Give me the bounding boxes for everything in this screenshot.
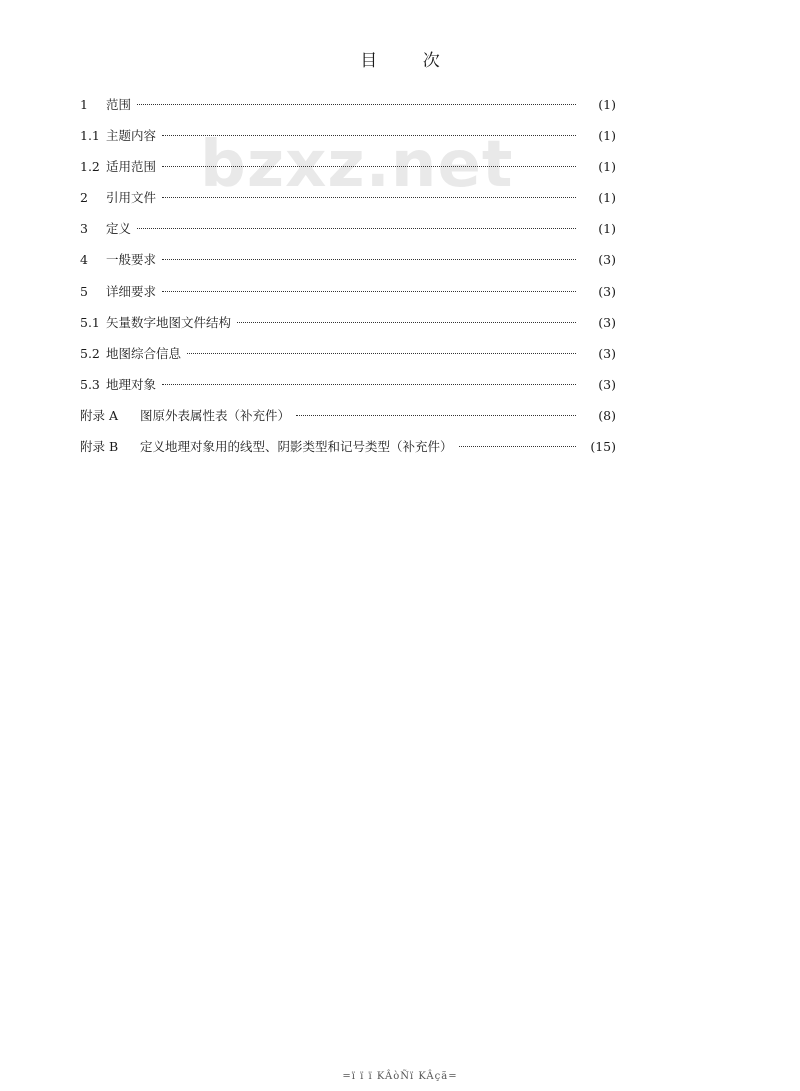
toc-entry[interactable] [80,156,616,187]
toc-entry-page: (1) [598,97,616,112]
toc-entry-page: (15) [590,439,616,455]
toc-entry-number: 1.2 [80,159,100,175]
table-of-contents [80,94,616,467]
toc-entry[interactable] [80,374,616,405]
toc-entry[interactable] [80,249,616,280]
toc-entry-label: 适用范围 [106,159,157,175]
toc-entry[interactable] [80,218,616,249]
toc-entry-page: (3) [598,314,616,330]
toc-entry-number: 附录 B [80,439,119,455]
toc-entry-label: 地理对象 [106,376,157,392]
toc-entry-label: 地图综合信息 [106,345,182,361]
toc-entry-number: 附录 A [80,407,119,423]
toc-entry-number: 2 [80,190,88,206]
toc-entry[interactable] [80,187,616,218]
toc-dot-leader [162,135,576,136]
toc-entry[interactable] [80,436,616,467]
toc-entry-page: (1) [598,159,616,175]
toc-entry-page: (3) [598,283,616,299]
toc-entry-number: 5 [80,283,88,299]
toc-dot-leader [162,166,576,167]
toc-entry-page: (3) [598,252,616,268]
page-title: 目 次 [360,51,460,71]
toc-entry-label: 引用文件 [106,190,157,206]
toc-entry-page: (1) [598,221,616,237]
toc-dot-leader [187,353,576,354]
toc-entry-label: 一般要求 [106,252,157,268]
toc-entry-label: 详细要求 [106,283,157,299]
toc-entry-label: 定义 [106,221,132,237]
toc-dot-leader [137,228,576,229]
toc-entry-number: 3 [80,221,88,237]
toc-entry-label: 主题内容 [106,128,157,144]
toc-entry-number: 1.1 [80,128,100,144]
toc-entry-number: 5.3 [80,376,100,392]
toc-dot-leader [162,259,576,260]
toc-dot-leader [162,197,576,198]
toc-entry-page: (1) [598,190,616,206]
toc-dot-leader [459,446,576,447]
toc-entry-label: 矢量数字地图文件结构 [106,314,232,330]
toc-entry-page: (1) [598,128,616,144]
toc-dot-leader [296,415,576,416]
toc-entry[interactable] [80,125,616,156]
toc-dot-leader [162,291,576,292]
toc-entry-page: (3) [598,376,616,392]
toc-entry[interactable] [80,405,616,436]
toc-entry-page: (8) [598,407,616,423]
watermark: bzxz.net [200,128,514,202]
toc-entry[interactable] [80,281,616,312]
toc-entry-label: 范围 [106,97,132,112]
toc-dot-leader [162,384,576,385]
toc-entry-number: 5.2 [80,345,100,361]
toc-entry-label: 定义地理对象用的线型、阴影类型和记号类型（补充件） [140,439,453,455]
toc-entry[interactable] [80,94,616,125]
toc-dot-leader [137,104,576,105]
toc-entry[interactable] [80,343,616,374]
toc-entry-page: (3) [598,345,616,361]
toc-dot-leader [237,322,576,323]
toc-entry-label: 图原外表属性表（补充件） [140,407,291,423]
toc-entry[interactable] [80,312,616,343]
toc-entry-number: 1 [80,97,88,112]
toc-entry-number: 5.1 [80,314,100,330]
toc-entry-number: 4 [80,252,88,268]
page-footer: =ï ï ï KÂòÑï KÂçã= [342,1071,458,1082]
